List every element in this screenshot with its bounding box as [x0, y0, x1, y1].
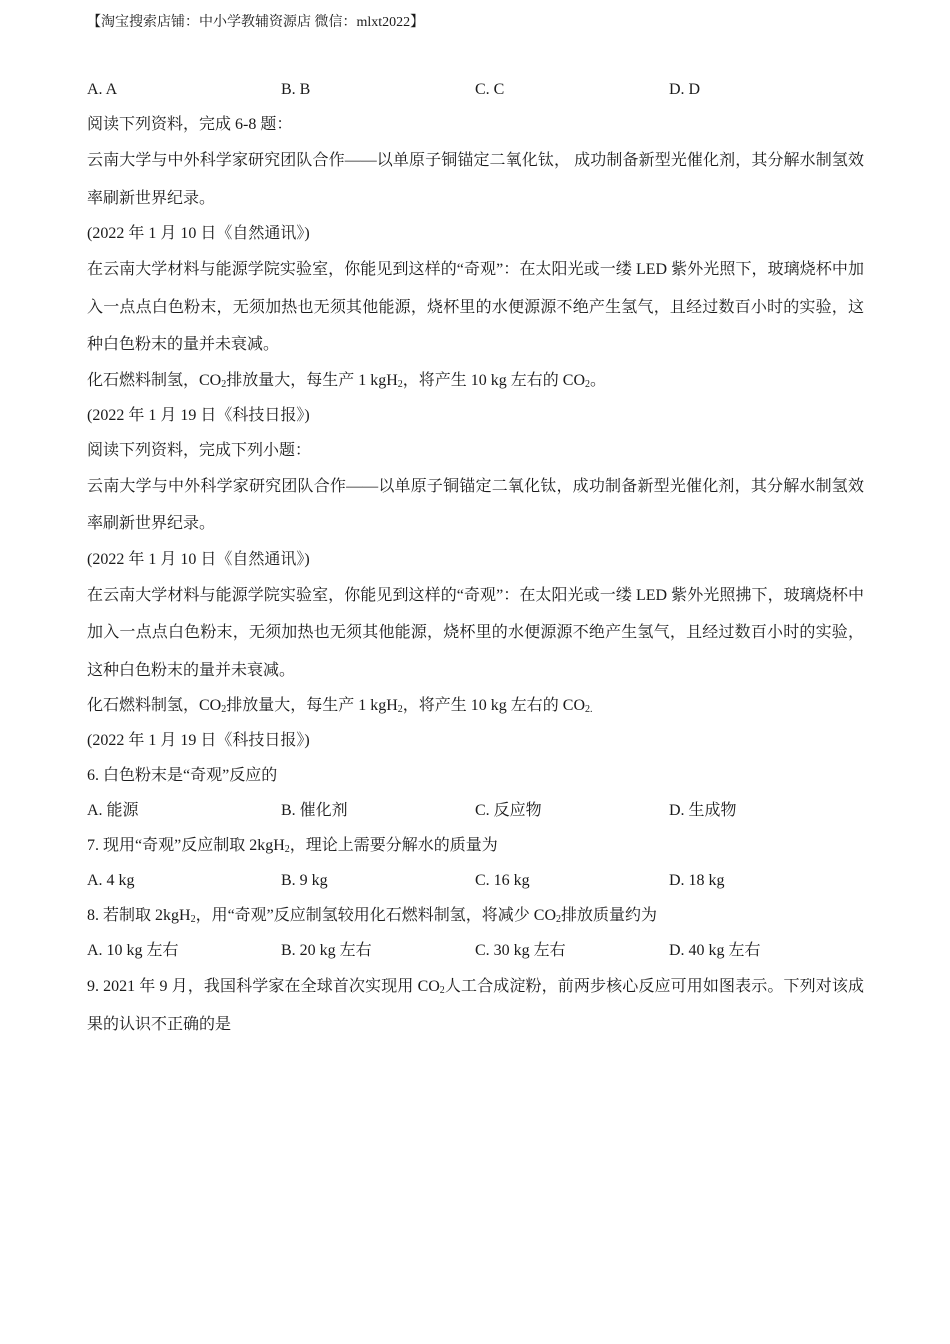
reading-intro-6-8: 阅读下列资料，完成 6-8 题：: [87, 116, 293, 133]
q7-option-c: C. 16 kg: [475, 872, 530, 889]
q5-option-c: C. C: [475, 81, 505, 98]
passage1-paragraph3: 化石燃料制氢，$CO_2$排放量大，每生产 1 kgH$_2$，将产生 10 kg 左右的 $CO_2$。: [87, 371, 607, 390]
q6-option-b: B. 催化剂: [281, 802, 348, 819]
q8-option-a: A. 10 kg 左右: [87, 942, 179, 959]
document-body: [87, 78, 864, 1048]
passage2-source1: (2022 年 1 月 10 日《自然通讯》): [87, 550, 310, 568]
passage2-paragraph2: 在云南大学材料与能源学院实验室，你能见到这样的“奇观”：在太阳光或一缕 LED 紫外光照拂下，玻璃烧杯中加入一点点白色粉末，无须加热也无须其他能源，烧杯里的水便源源不绝产生氢气，且经过数百小时的实验，这种白色粉末的量并未衰减。: [87, 586, 864, 679]
q6-option-a: A. 能源: [87, 802, 139, 819]
question-7-stem: 7. 现用“奇观”反应制取 2kgH$_2$，理论上需要分解水的质量为: [87, 837, 498, 855]
passage2-source2: (2022 年 1 月 19 日《科技日报》): [87, 732, 310, 749]
passage1-paragraph2: 在云南大学材料与能源学院实验室，你能见到这样的“奇观”：在太阳光或一缕 LED 紫外光照下，玻璃烧杯中加入一点点白色粉末，无须加热也无须其他能源，烧杯里的水便源源不绝产生氢气，且经过数百小时的实验，这种白色粉末的量并未衰减。: [87, 261, 864, 353]
passage1-paragraph1: 云南大学与中外科学家研究团队合作——以单原子铜锚定二氧化钛， 成功制备新型光催化剂，其分解水制氢效率刷新世界纪录。: [87, 152, 864, 207]
page-header-watermark: 【淘宝搜索店铺：中小学教辅资源店 微信：mlxt2022】: [87, 15, 425, 30]
q8-option-d: D. 40 kg 左右: [669, 942, 761, 959]
question-9-stem: 9. 2021 年 9 月，我国科学家在全球首次实现用 $CO_2$人工合成淀粉，前两步核心反应可用如图表示。下列对该成果的认识不正确的是: [87, 978, 864, 1033]
q6-option-c: C. 反应物: [475, 802, 542, 819]
passage2-paragraph3: 化石燃料制氢，$CO_2$排放量大，每生产 1 kgH$_2$，将产生 10 kg 左右的 $CO_{2.}$: [87, 697, 593, 715]
q7-option-d: D. 18 kg: [669, 872, 725, 889]
q8-option-b: B. 20 kg 左右: [281, 942, 372, 959]
question-7-options: [87, 869, 864, 893]
question-8-stem: 8. 若制取 2kgH$_2$，用“奇观”反应制氢较用化石燃料制氢，将减少 $CO_2$排放质量约为: [87, 907, 658, 925]
q8-option-c: C. 30 kg 左右: [475, 942, 566, 959]
question-6-options: [87, 799, 864, 823]
q5-option-a: A. A: [87, 81, 118, 98]
q5-options: [87, 78, 864, 102]
reading-intro-subquestions: 阅读下列资料，完成下列小题：: [87, 441, 312, 459]
question-8-options: [87, 939, 864, 963]
passage2-paragraph1: 云南大学与中外科学家研究团队合作——以单原子铜锚定二氧化钛，成功制备新型光催化剂，其分解水制氢效率刷新世界纪录。: [87, 477, 864, 532]
passage1-source1: (2022 年 1 月 10 日《自然通讯》): [87, 225, 310, 242]
q7-option-b: B. 9 kg: [281, 872, 328, 889]
q5-option-d: D. D: [669, 81, 701, 98]
q5-option-b: B. B: [281, 81, 311, 98]
q6-option-d: D. 生成物: [669, 802, 737, 819]
passage1-source2: (2022 年 1 月 19 日《科技日报》): [87, 406, 310, 424]
q7-option-a: A. 4 kg: [87, 872, 135, 889]
question-6-stem: 6. 白色粉末是“奇观”反应的: [87, 767, 278, 784]
